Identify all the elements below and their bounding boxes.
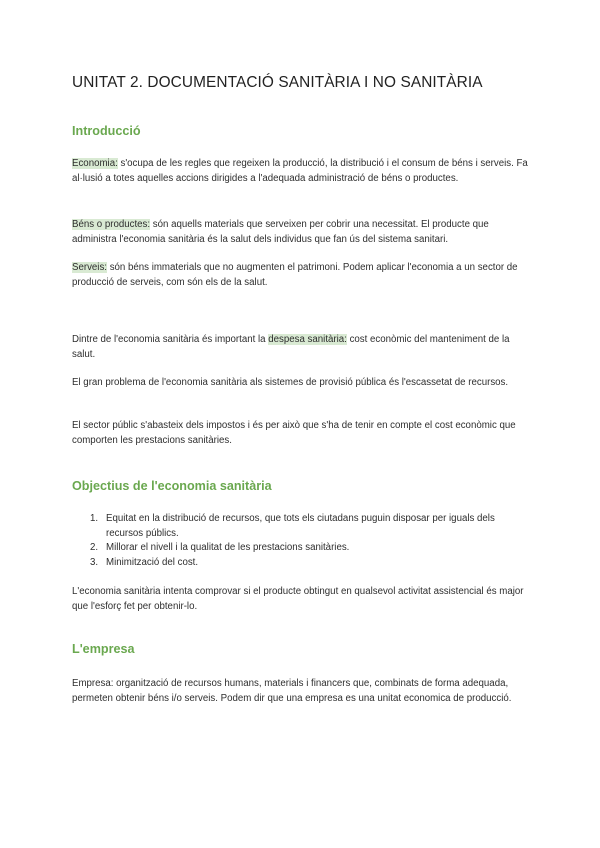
text-serveis: són béns immaterials que no augmenten el patrimoni. Podem aplicar l'economia a un sector de producció de serveis, com són els de la salut.: [72, 262, 518, 288]
list-number: 2.: [90, 542, 99, 553]
page-title: UNITAT 2. DOCUMENTACIÓ SANITÀRIA I NO SANITÀRIA: [72, 74, 483, 91]
paragraph-objectius: L'economia sanitària intenta comprovar si el producte obtingut en qualsevol activitat assistencial és major que l'esforç fet per obtenir-lo.: [72, 586, 524, 612]
list-text: Minimització del cost.: [106, 556, 199, 568]
objectius-list: [72, 512, 532, 570]
term-bens: Béns o productes:: [72, 219, 151, 230]
heading-empresa: L'empresa: [72, 642, 135, 656]
list-item: [72, 556, 532, 571]
heading-objectius: Objectius de l'economia sanitària: [72, 479, 272, 493]
term-despesa: despesa sanitària:: [268, 334, 347, 345]
list-number: 3.: [90, 556, 99, 568]
text-despesa-before: Dintre de l'economia sanitària és important la: [72, 334, 269, 345]
paragraph-sector-public: El sector públic s'abasteix dels impostos i és per això que s'ha de tenir en compte el cost econòmic que comporten les prestacions sanitàries.: [72, 420, 516, 446]
paragraph-despesa: [72, 332, 532, 362]
paragraph-problema: El gran problema de l'economia sanitària als sistemes de provisió pública és l'escassetat de recursos.: [72, 377, 509, 388]
heading-introduccio: Introducció: [72, 124, 141, 138]
text-despesa-after: cost econòmic del manteniment de la salut.: [72, 334, 510, 360]
term-serveis: Serveis:: [72, 262, 107, 273]
paragraph-serveis: [72, 260, 532, 290]
text-bens: són aquells materials que serveixen per cobrir una necessitat. El producte que administra l'economia sanitària és la salut dels individus que fan ús del sistema sanitari.: [72, 219, 489, 245]
paragraph-economia: [72, 156, 532, 186]
paragraph-bens: [72, 217, 532, 247]
list-number: 1.: [90, 513, 99, 524]
term-economia: Economia:: [72, 158, 118, 169]
list-text: Equitat en la distribució de recursos, que tots els ciutadans puguin disposar per iguals dels recursos públics.: [106, 513, 495, 539]
list-item: [72, 541, 532, 556]
text-economia: s'ocupa de les regles que regeixen la producció, la distribució i el consum de béns i serveis. Fa al·lusió a totes aquelles accions dirigides a l'adequada administració de béns o productes.: [72, 158, 528, 184]
list-item: [72, 512, 532, 541]
paragraph-empresa: Empresa: organització de recursos humans, materials i financers que, combinats de forma adequada, permeten obtenir béns i/o serveis. Podem dir que una empresa es una unitat economica de producció.: [72, 678, 512, 704]
list-text: Millorar el nivell i la qualitat de les prestacions sanitàries.: [106, 542, 350, 553]
